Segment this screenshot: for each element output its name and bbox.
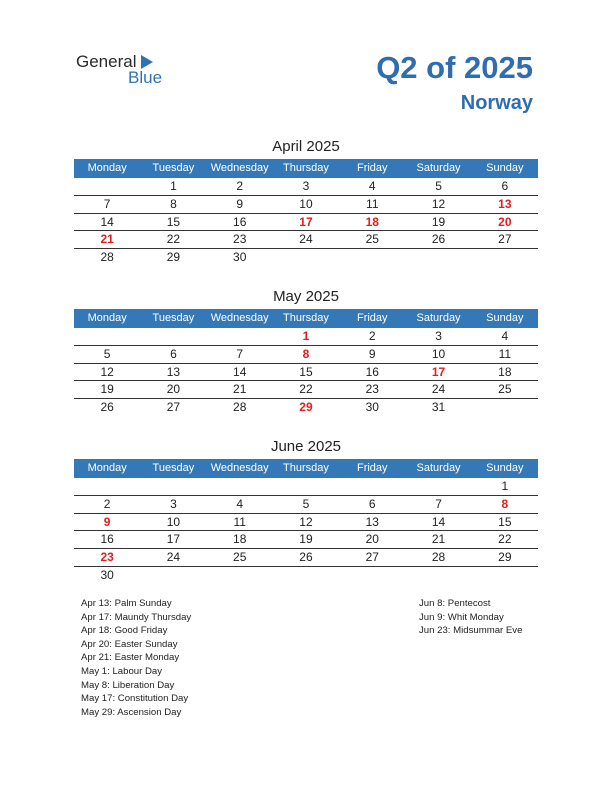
- day-cell: 16: [233, 214, 247, 229]
- week-row: [74, 178, 538, 196]
- weekday-label: Friday: [356, 162, 388, 174]
- holiday-entry: Jun 23: Midsummar Eve: [419, 625, 523, 637]
- day-cell: 4: [368, 179, 376, 193]
- empty-day-cell: [74, 328, 140, 345]
- holiday-entry: Jun 9: Whit Monday: [419, 611, 504, 623]
- day-cell: 6: [368, 496, 376, 511]
- logo-blue-text: Blue: [128, 68, 163, 87]
- empty-day-cell: [74, 178, 140, 195]
- calendar-april: [74, 137, 538, 266]
- holiday-entry: Apr 13: Palm Sunday: [81, 598, 172, 609]
- day-cell: 2: [368, 329, 376, 343]
- week-row: [74, 196, 538, 214]
- empty-day-cell: [339, 249, 405, 266]
- empty-day-cell: [339, 567, 405, 584]
- logo-general-text: General: [76, 52, 137, 71]
- day-cell: 30: [233, 250, 247, 265]
- day-cell: 18: [233, 532, 247, 547]
- holiday-list-left: [81, 597, 191, 719]
- week-row: [74, 249, 538, 266]
- day-cell: 28: [431, 550, 446, 565]
- holiday-entry: Apr 21: Easter Monday: [81, 652, 180, 664]
- day-cell: 14: [233, 364, 247, 379]
- page-title: Q2 of 2025: [376, 50, 533, 85]
- day-cell: 3: [435, 329, 442, 343]
- day-cell: 14: [431, 514, 446, 529]
- weekday-label: Saturday: [416, 312, 461, 324]
- day-cell: 12: [100, 364, 114, 379]
- day-cell: 13: [498, 196, 512, 211]
- day-cell: 10: [166, 514, 181, 529]
- day-cell: 21: [100, 232, 114, 247]
- holiday-entry: Apr 20: Easter Sunday: [81, 638, 178, 650]
- day-cell: 8: [302, 346, 310, 361]
- day-cell: 26: [100, 400, 114, 415]
- day-cell: 15: [166, 214, 181, 229]
- country-name: Norway: [460, 92, 533, 114]
- day-cell: 30: [365, 400, 379, 415]
- week-row: [74, 549, 538, 567]
- generalblue-logo: [76, 52, 186, 88]
- empty-day-cell: [472, 567, 538, 584]
- empty-day-cell: [207, 478, 273, 495]
- holiday-entry: Jun 8: Pentecost: [419, 598, 491, 609]
- holiday-entry: May 17: Constitution Day: [81, 693, 189, 705]
- day-cell: 24: [166, 550, 181, 565]
- weekday-label: Wednesday: [210, 162, 269, 174]
- day-cell: 12: [431, 196, 446, 211]
- weekday-label: Monday: [87, 462, 127, 474]
- empty-day-cell: [140, 328, 206, 345]
- day-cell: 10: [431, 346, 446, 361]
- weekday-label: Friday: [356, 462, 388, 474]
- week-row: [74, 399, 538, 416]
- day-cell: 25: [498, 382, 512, 397]
- day-cell: 25: [233, 550, 247, 565]
- day-cell: 2: [103, 496, 111, 511]
- empty-day-cell: [140, 567, 206, 584]
- day-cell: 31: [431, 400, 446, 415]
- empty-day-cell: [405, 567, 471, 584]
- empty-day-cell: [273, 478, 339, 495]
- week-row: [74, 496, 538, 514]
- day-cell: 3: [302, 179, 310, 193]
- day-cell: 1: [170, 179, 177, 193]
- day-cell: 19: [431, 214, 446, 229]
- weekday-label: Sunday: [486, 312, 524, 324]
- day-cell: 1: [302, 329, 310, 343]
- logo-flag-icon: [141, 55, 153, 69]
- calendar-june: [74, 437, 538, 584]
- empty-day-cell: [207, 567, 273, 584]
- day-cell: 19: [100, 382, 114, 397]
- day-cell: 22: [299, 382, 313, 397]
- week-row: [74, 381, 538, 399]
- week-row: [74, 346, 538, 364]
- day-cell: 10: [299, 196, 313, 211]
- holiday-entry: Apr 18: Good Friday: [81, 625, 168, 637]
- day-cell: 23: [365, 382, 379, 397]
- day-cell: 20: [365, 532, 379, 547]
- weekday-label: Sunday: [486, 162, 524, 174]
- day-cell: 17: [166, 532, 181, 547]
- day-cell: 27: [166, 400, 181, 415]
- day-cell: 18: [498, 364, 512, 379]
- day-cell: 15: [299, 364, 313, 379]
- day-cell: 9: [236, 196, 244, 211]
- day-cell: 16: [365, 364, 379, 379]
- holiday-entry: Apr 17: Maundy Thursday: [81, 611, 192, 623]
- day-cell: 14: [100, 214, 114, 229]
- day-cell: 23: [233, 232, 247, 247]
- day-cell: 5: [302, 496, 310, 511]
- weekday-label: Thursday: [283, 162, 329, 174]
- weekday-label: Friday: [356, 312, 388, 324]
- weekday-label: Tuesday: [152, 312, 195, 324]
- day-cell: 24: [431, 382, 446, 397]
- day-cell: 5: [435, 179, 442, 193]
- day-cell: 28: [233, 400, 247, 415]
- week-row: [74, 328, 538, 346]
- weekday-label: Monday: [87, 312, 127, 324]
- week-row: [74, 478, 538, 496]
- month-title: April 2025: [272, 138, 340, 155]
- weekday-label: Thursday: [283, 462, 329, 474]
- weekday-header: [74, 459, 538, 478]
- empty-day-cell: [74, 478, 140, 495]
- day-cell: 22: [498, 532, 512, 547]
- day-cell: 11: [498, 346, 512, 361]
- day-cell: 21: [233, 382, 247, 397]
- day-cell: 20: [498, 214, 512, 229]
- weekday-label: Wednesday: [210, 312, 269, 324]
- calendar-may: [74, 287, 538, 416]
- week-row: [74, 567, 538, 584]
- day-cell: 2: [236, 179, 244, 193]
- day-cell: 12: [299, 514, 313, 529]
- day-cell: 29: [166, 250, 181, 265]
- day-cell: 6: [501, 179, 509, 193]
- day-cell: 3: [170, 496, 177, 511]
- weekday-label: Tuesday: [152, 162, 195, 174]
- weekday-label: Sunday: [486, 462, 524, 474]
- weekday-label: Thursday: [283, 312, 329, 324]
- empty-day-cell: [472, 399, 538, 416]
- empty-day-cell: [472, 249, 538, 266]
- day-cell: 9: [368, 346, 376, 361]
- day-cell: 18: [365, 214, 379, 229]
- empty-day-cell: [339, 478, 405, 495]
- empty-day-cell: [405, 249, 471, 266]
- day-cell: 17: [431, 364, 446, 379]
- week-row: [74, 531, 538, 549]
- day-cell: 23: [100, 550, 114, 565]
- empty-day-cell: [405, 478, 471, 495]
- day-cell: 7: [236, 346, 244, 361]
- weekday-label: Tuesday: [152, 462, 195, 474]
- week-row: [74, 514, 538, 532]
- day-cell: 24: [299, 232, 313, 247]
- holiday-entry: May 29: Ascension Day: [81, 706, 182, 718]
- day-cell: 21: [431, 532, 446, 547]
- day-cell: 15: [498, 514, 512, 529]
- day-cell: 26: [431, 232, 446, 247]
- day-cell: 4: [501, 329, 509, 343]
- day-cell: 22: [166, 232, 181, 247]
- week-row: [74, 364, 538, 382]
- day-cell: 11: [233, 514, 246, 529]
- day-cell: 8: [501, 496, 509, 511]
- empty-day-cell: [207, 328, 273, 345]
- day-cell: 29: [498, 550, 512, 565]
- day-cell: 6: [170, 346, 177, 361]
- week-row: [74, 214, 538, 232]
- weekday-header: [74, 309, 538, 328]
- empty-day-cell: [140, 478, 206, 495]
- holiday-entry: May 8: Liberation Day: [81, 679, 175, 691]
- weekday-label: Saturday: [416, 162, 461, 174]
- weekday-header: [74, 159, 538, 178]
- day-cell: 4: [236, 496, 244, 511]
- day-cell: 7: [103, 196, 111, 211]
- month-title: May 2025: [273, 288, 339, 305]
- day-cell: 20: [166, 382, 181, 397]
- day-cell: 13: [166, 364, 181, 379]
- day-cell: 27: [365, 550, 379, 565]
- day-cell: 29: [299, 400, 313, 415]
- day-cell: 5: [103, 346, 111, 361]
- weekday-label: Saturday: [416, 462, 461, 474]
- day-cell: 19: [299, 532, 313, 547]
- empty-day-cell: [273, 249, 339, 266]
- weekday-label: Wednesday: [210, 462, 269, 474]
- day-cell: 17: [299, 214, 313, 229]
- weekday-label: Monday: [87, 162, 127, 174]
- holiday-entry: May 1: Labour Day: [81, 665, 163, 677]
- holiday-list-right: [419, 597, 522, 638]
- month-title: June 2025: [270, 438, 342, 455]
- day-cell: 26: [299, 550, 313, 565]
- day-cell: 11: [366, 196, 379, 211]
- day-cell: 25: [365, 232, 379, 247]
- day-cell: 27: [498, 232, 512, 247]
- day-cell: 30: [100, 567, 114, 582]
- day-cell: 9: [103, 514, 111, 529]
- day-cell: 28: [100, 250, 114, 265]
- day-cell: 8: [170, 196, 177, 211]
- week-row: [74, 231, 538, 249]
- day-cell: 13: [365, 514, 379, 529]
- day-cell: 7: [435, 496, 442, 511]
- day-cell: 1: [501, 479, 509, 493]
- empty-day-cell: [273, 567, 339, 584]
- day-cell: 16: [100, 532, 114, 547]
